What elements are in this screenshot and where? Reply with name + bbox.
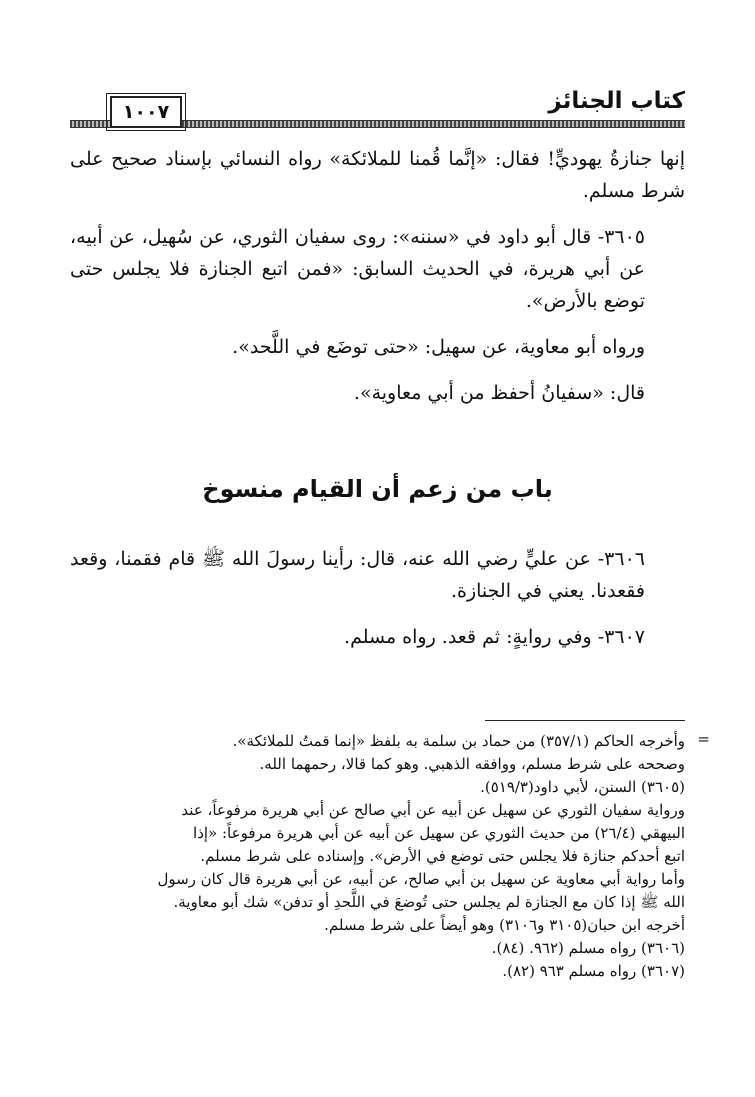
footnote-line: وأخرجه الحاكم (٣٥٧/١) من حماد بن سلمة به بلفظ «إنما قمتُ للملائكة». [232, 732, 685, 750]
running-title: كتاب الجنائز [548, 88, 685, 114]
footnote-line: اتبع أحدكم جنازة فلا يجلس حتى توضع في الأرض». وإسناده على شرط مسلم. [200, 847, 685, 865]
footnote-separator [485, 720, 685, 721]
hadith-3607: ٣٦٠٧- وفي روايةٍ: ثم قعد. رواه مسلم. [344, 626, 645, 648]
footnote-line: البيهقي (٢٦/٤) من حديث الثوري عن سهيل عن أبيه عن أبي هريرة مرفوعاً: «إذا [193, 824, 685, 842]
footnote-line: (٣٦٠٥) السنن، لأبي داود(٥١٩/٣). [480, 778, 685, 796]
section-heading: باب من زعم أن القيام منسوخ [202, 475, 553, 503]
footnote-line: أخرجه ابن حبان(٣١٠٥ و٣١٠٦) وهو أيضاً على شرط مسلم. [324, 916, 685, 934]
footnote-line: وأما رواية أبي معاوية عن سهيل بن أبي صالح، عن أبيه، عن أبي هريرة قال كان رسول [157, 870, 685, 888]
footnote-continuation-marker: = [697, 730, 710, 748]
narration-sufyan-remark: قال: «سفيانُ أحفظ من أبي معاوية». [353, 382, 645, 404]
paragraph-continuation: إنها جنازةُ يهوديٍّ! فقال: «إنَّما قُمنا للملائكة» رواه النسائي بإسناد صحيح على شرط مسلم. [70, 148, 685, 202]
footnote-line: (٣٦٠٧) رواه مسلم ٩٦٣ (٨٢). [502, 962, 685, 980]
page-number: ١٠٠٧ [110, 96, 182, 128]
narration-abu-muawiya: ورواه أبو معاوية، عن سهيل: «حتى توضَع في اللَّحد». [232, 336, 645, 358]
footnote-line: وصححه على شرط مسلم، ووافقه الذهبي. وهو كما قالا، رحمهما الله. [259, 755, 685, 773]
hadith-3605: ٣٦٠٥- قال أبو داود في «سننه»: روى سفيان الثوري، عن سُهيل، عن أبيه، عن أبي هريرة، في الحديث السابق: «فمن اتبع الجنازة فلا يجلس حتى توضع بالأرض». [70, 226, 645, 312]
hadith-3606: ٣٦٠٦- عن عليٍّ رضي الله عنه، قال: رأينا رسولَ الله ﷺ قام فقمنا، وقعد فقعدنا. يعني في الجنازة. [70, 548, 645, 602]
footnote-line: (٣٦٠٦) رواه مسلم (٩٦٢. (٨٤). [491, 939, 685, 957]
footnotes [85, 730, 685, 983]
page-header [70, 88, 685, 130]
main-text-bottom [70, 543, 685, 667]
main-text-top [70, 143, 685, 423]
footnote-line: الله ﷺ إذا كان مع الجنازة لم يجلس حتى تُوضعَ في اللَّحدِ أو تدفن» شك أبو معاوية. [173, 893, 685, 911]
footnote-line: ورواية سفيان الثوري عن سهيل عن أبيه عن أبي صالح عن أبي هريرة مرفوعاً، عند [181, 801, 685, 819]
